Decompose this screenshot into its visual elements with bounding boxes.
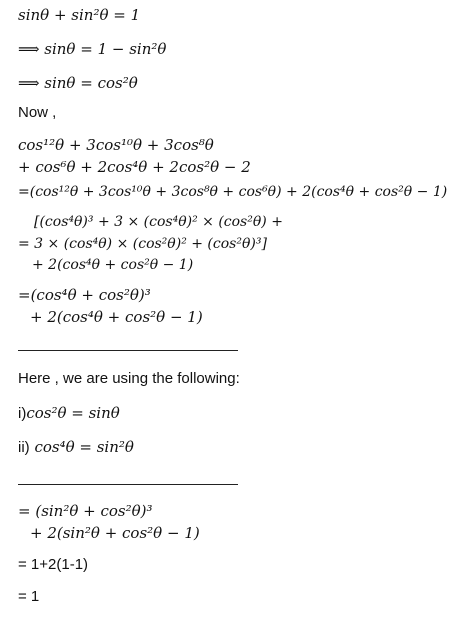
divider-2	[18, 484, 238, 485]
now-label: Now ,	[18, 104, 57, 121]
final-answer: = 1	[18, 588, 40, 605]
identity-i	[18, 404, 120, 422]
equation-line-2: ⟹ sinθ = 1 − sin²θ	[18, 40, 167, 58]
identity-i-label: i)	[18, 405, 27, 422]
expansion-line-2: = 3 × (cos⁴θ) × (cos²θ)² + (cos²θ)³]	[18, 236, 267, 252]
identity-ii-expression: cos⁴θ = sin²θ	[34, 438, 134, 456]
here-label: Here , we are using the following:	[18, 370, 240, 387]
expansion-line-1: [(cos⁴θ)³ + 3 × (cos⁴θ)² × (cos²θ) +	[34, 214, 283, 230]
identity-i-expression: cos²θ = sinθ	[26, 404, 120, 422]
expression-line-1b: + cos⁶θ + 2cos⁴θ + 2cos²θ − 2	[18, 158, 251, 176]
divider-1	[18, 350, 238, 351]
result-line-1: = (sin²θ + cos²θ)³	[18, 502, 153, 520]
expression-line-2: =(cos¹²θ + 3cos¹⁰θ + 3cos⁸θ + cos⁶θ) + 2(cos⁴θ + cos²θ − 1)	[18, 184, 448, 200]
cube-line-1: =(cos⁴θ + cos²θ)³	[18, 286, 151, 304]
numeric-line: = 1+2(1-1)	[18, 556, 89, 573]
expression-line-1a: cos¹²θ + 3cos¹⁰θ + 3cos⁸θ	[18, 136, 214, 154]
identity-ii-label: ii)	[18, 439, 30, 456]
equation-line-3: ⟹ sinθ = cos²θ	[18, 74, 138, 92]
equation-line-1: sinθ + sin²θ = 1	[18, 6, 141, 24]
cube-line-2: + 2(cos⁴θ + cos²θ − 1)	[30, 308, 203, 326]
expansion-line-3: + 2(cos⁴θ + cos²θ − 1)	[32, 257, 194, 273]
identity-ii	[18, 438, 134, 456]
result-line-2: + 2(sin²θ + cos²θ − 1)	[30, 524, 200, 542]
